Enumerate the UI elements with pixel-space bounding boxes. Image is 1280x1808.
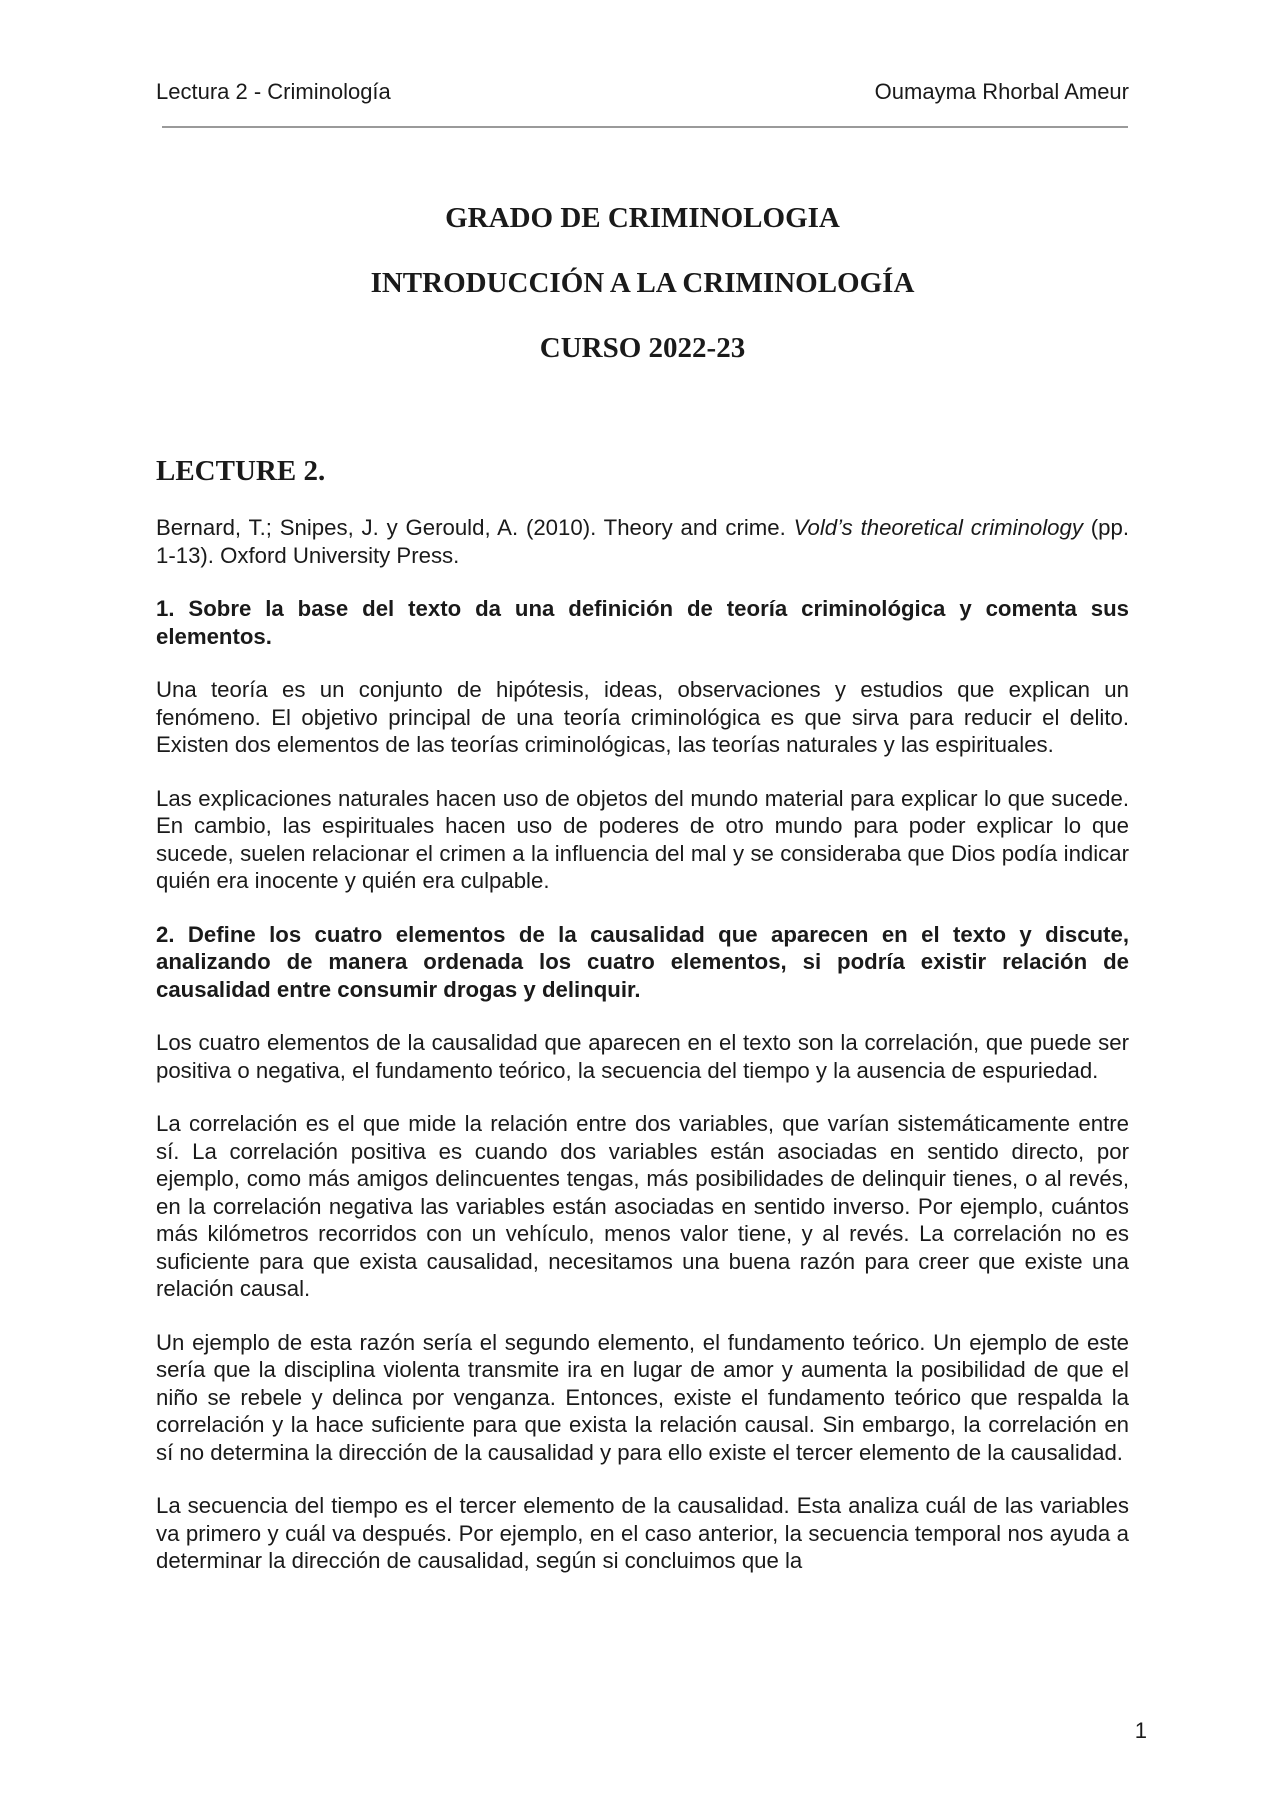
- academic-year: CURSO 2022-23: [539, 332, 746, 364]
- answer-2-paragraph: Un ejemplo de esta razón sería el segundo elemento, el fundamento teórico. Un ejemplo de este sería que la disciplina violenta transmite ira en lugar de amor y aumenta la posibilidad de que el niño se rebele y delinca por venganza. Entonces, existe el fundamento teórico que respalda la correlación y la hace suficiente para que exista la relación causal. Sin embargo, la correlación en sí no determina la dirección de la causalidad y para ello existe el tercer elemento de la causalidad.: [156, 1329, 1129, 1465]
- reference-book-title: Vold’s theoretical criminology: [793, 515, 1083, 540]
- answer-1-paragraph: Las explicaciones naturales hacen uso de objetos del mundo material para explicar lo que sucede. En cambio, las espirituales hacen uso de poderes de otro mundo para poder explicar lo que sucede, suelen relacionar el crimen a la influencia del mal y se consideraba que Dios podía indicar quién era inocente y quién era culpable.: [156, 785, 1129, 893]
- header-course-label: Lectura 2 - Criminología: [156, 79, 391, 104]
- degree-title: GRADO DE CRIMINOLOGIA: [445, 202, 840, 234]
- reference-details: (pp. 1-13). Oxford University Press.: [156, 515, 1130, 568]
- page-number: 1: [1134, 1718, 1147, 1743]
- document-body: [156, 514, 1129, 1575]
- answer-2-paragraph: Los cuatro elementos de la causalidad que aparecen en el texto son la correlación, que puede ser positiva o negativa, el fundamento teórico, la secuencia del tiempo y la ausencia de espuriedad.: [156, 1030, 1129, 1083]
- question-1-heading: 1. Sobre la base del texto da una definición de teoría criminológica y comenta sus elementos.: [156, 596, 1129, 649]
- answer-2-paragraph: La secuencia del tiempo es el tercer elemento de la causalidad. Esta analiza cuál de las variables va primero y cuál va después. Por ejemplo, en el caso anterior, la secuencia temporal nos ayuda a determinar la dirección de causalidad, según si concluimos que la: [156, 1493, 1129, 1573]
- header-author-name: Oumayma Rhorbal Ameur: [874, 79, 1129, 104]
- course-title: INTRODUCCIÓN A LA CRIMINOLOGÍA: [370, 267, 915, 299]
- header-divider: [162, 126, 1128, 128]
- answer-2-paragraph: La correlación es el que mide la relación entre dos variables, que varían sistemáticamente entre sí. La correlación positiva es cuando dos variables están asociadas en sentido directo, por ejemplo, como más amigos delincuentes tengas, más posibilidades de delinquir tienes, o al revés, en la correlación negativa las variables están asociadas en sentido inverso. Por ejemplo, cuántos más kilómetros recorridos con un vehículo, menos valor tiene, y al revés. La correlación no es suficiente para que exista causalidad, necesitamos una buena razón para creer que existe una relación causal.: [156, 1111, 1129, 1301]
- reference-authors: Bernard, T.; Snipes, J. y Gerould, A. (2010). Theory and crime.: [156, 515, 794, 540]
- answer-1-paragraph: Una teoría es un conjunto de hipótesis, ideas, observaciones y estudios que explican un fenómeno. El objetivo principal de una teoría criminológica es que sirva para reducir el delito. Existen dos elementos de las teorías criminológicas, las teorías naturales y las espirituales.: [156, 677, 1129, 757]
- running-header: [156, 78, 1129, 106]
- bibliographic-reference: [156, 514, 1129, 569]
- question-2-heading: 2. Define los cuatro elementos de la causalidad que aparecen en el texto y discute, analizando de manera ordenada los cuatro elementos, si podría existir relación de causalidad entre consumir drogas y delinquir.: [156, 921, 1129, 1002]
- lecture-heading: LECTURE 2.: [156, 455, 326, 487]
